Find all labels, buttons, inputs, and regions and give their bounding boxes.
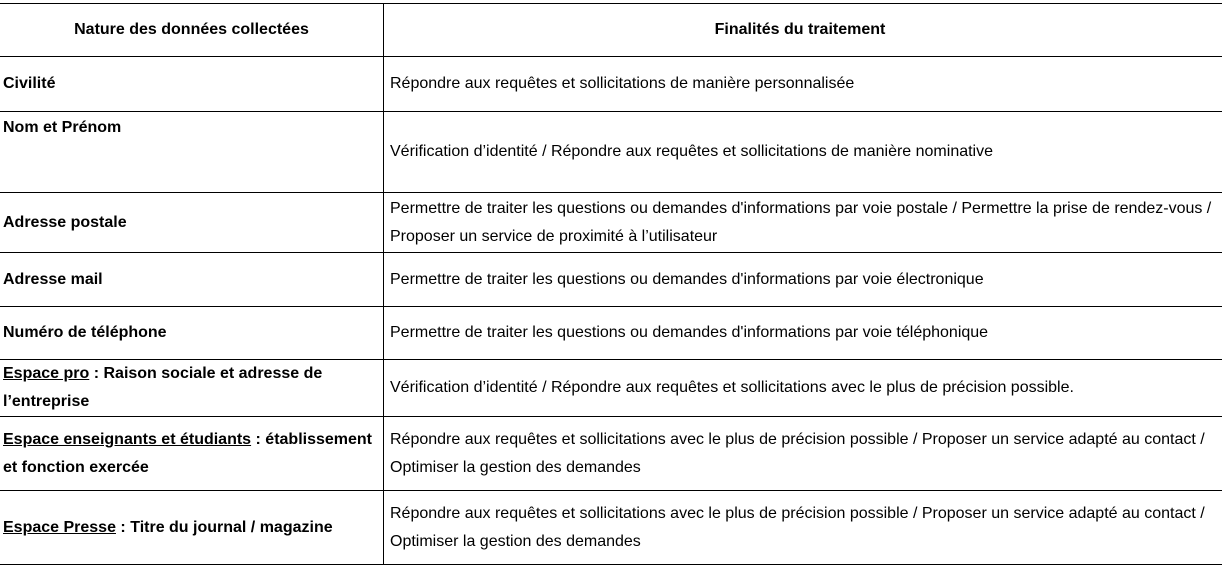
- data-processing-table: [0, 3, 1222, 565]
- nature-cell: Adresse mail: [3, 270, 103, 288]
- nature-cell: Adresse postale: [3, 213, 127, 231]
- espace-enseignants-label: Espace enseignants et étudiants: [3, 430, 252, 448]
- nature-cell: Nom et Prénom: [3, 119, 122, 136]
- table-header-row: [0, 3, 1222, 57]
- nature-cell: Numéro de téléphone: [3, 324, 167, 341]
- espace-pro-label: Espace pro: [3, 365, 90, 382]
- table-row: [0, 57, 1222, 112]
- finalite-cell: Répondre aux requêtes et sollicitations avec le plus de précision possible / Proposer un service adapté au contact / Optimiser la gestion des demandes: [383, 417, 1222, 490]
- table-row: [0, 417, 1222, 491]
- nature-cell: Espace Presse : Titre du journal / magazine: [3, 518, 333, 536]
- finalite-cell: Permettre de traiter les questions ou demandes d'informations par voie téléphonique: [383, 307, 1222, 359]
- finalite-cell: Répondre aux requêtes et sollicitations avec le plus de précision possible / Proposer un service adapté au contact / Optimiser la gestion des demandes: [383, 491, 1222, 564]
- table-row: [0, 360, 1222, 417]
- table-row: [0, 307, 1222, 360]
- nature-cell: Espace pro : Raison sociale et adresse de l’entreprise: [3, 365, 323, 410]
- finalite-cell: Permettre de traiter les questions ou demandes d'informations par voie postale / Permettre la prise de rendez-vous / Proposer un service de proximité à l’utilisateur: [383, 193, 1222, 252]
- header-finalites: Finalités du traitement: [383, 4, 1222, 56]
- nature-cell: Civilité: [3, 75, 56, 92]
- header-nature: Nature des données collectées: [74, 21, 309, 38]
- table-row: [0, 253, 1222, 307]
- finalite-cell: Permettre de traiter les questions ou demandes d'informations par voie électronique: [383, 253, 1222, 306]
- finalite-cell: Vérification d’identité / Répondre aux requêtes et sollicitations de manière nominative: [383, 112, 1222, 192]
- table-row: [0, 112, 1222, 193]
- finalite-cell: Vérification d’identité / Répondre aux requêtes et sollicitations avec le plus de précision possible.: [383, 360, 1222, 416]
- espace-presse-label: Espace Presse: [3, 518, 116, 536]
- table-row: [0, 193, 1222, 253]
- finalite-cell: Répondre aux requêtes et sollicitations de manière personnalisée: [383, 57, 1222, 111]
- table-row: [0, 491, 1222, 565]
- nature-cell: Espace enseignants et étudiants : établissement et fonction exercée: [3, 430, 373, 476]
